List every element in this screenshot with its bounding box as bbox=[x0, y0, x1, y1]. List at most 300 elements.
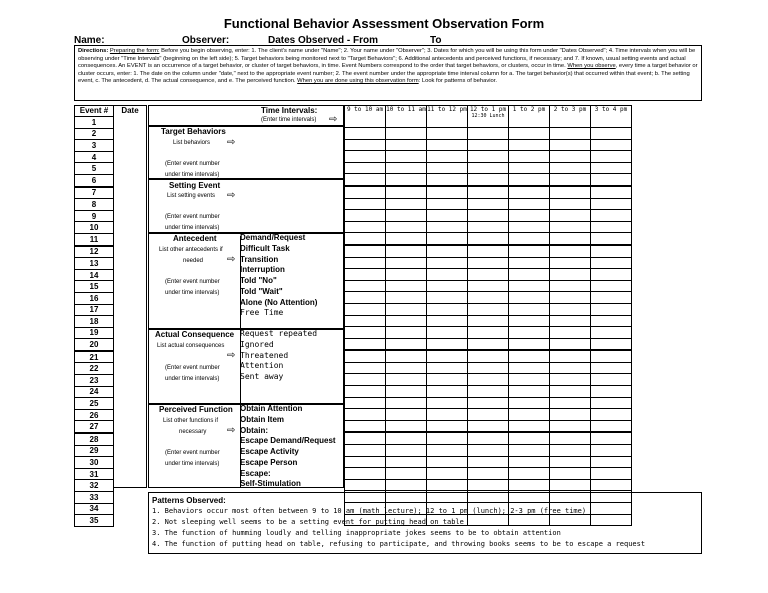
grid-cell[interactable] bbox=[386, 362, 427, 374]
function-option: Escape Activity bbox=[240, 447, 299, 456]
function-option: Obtain Item bbox=[240, 414, 285, 424]
grid-cell[interactable] bbox=[468, 362, 509, 374]
grid-cell[interactable] bbox=[386, 445, 427, 457]
grid-cell[interactable] bbox=[345, 409, 386, 421]
grid-cell[interactable] bbox=[427, 397, 468, 409]
grid-cell[interactable] bbox=[550, 374, 591, 386]
grid-cell[interactable] bbox=[345, 257, 386, 269]
target-behaviors-label: Target Behaviors bbox=[161, 127, 226, 136]
event-number-column bbox=[74, 105, 114, 527]
grid-cell[interactable] bbox=[468, 292, 509, 304]
grid-cell[interactable] bbox=[427, 139, 468, 151]
grid-cell[interactable] bbox=[468, 350, 509, 362]
grid-cell[interactable] bbox=[468, 198, 509, 210]
antecedent-option: Difficult Task bbox=[240, 243, 290, 253]
under-time-hint: under time intervals) bbox=[165, 225, 220, 231]
grid-cell[interactable] bbox=[386, 257, 427, 269]
grid-cell[interactable] bbox=[550, 186, 591, 198]
grid-cell[interactable] bbox=[550, 315, 591, 327]
grid-cell[interactable] bbox=[591, 397, 632, 409]
grid-cell[interactable] bbox=[509, 162, 550, 174]
grid-cell[interactable] bbox=[468, 174, 509, 186]
time-interval-label: 2 to 3 pm bbox=[553, 106, 587, 113]
antecedent-hint: List other antecedents if bbox=[159, 247, 223, 253]
directions-label: Directions: bbox=[78, 48, 109, 54]
grid-cell[interactable] bbox=[345, 245, 386, 257]
grid-cell[interactable] bbox=[386, 315, 427, 327]
event-number: 20 bbox=[75, 339, 114, 351]
grid-cell[interactable] bbox=[550, 386, 591, 398]
grid-cell[interactable] bbox=[591, 174, 632, 186]
grid-cell[interactable] bbox=[427, 374, 468, 386]
grid-cell[interactable] bbox=[591, 374, 632, 386]
grid-cell[interactable] bbox=[550, 210, 591, 222]
grid-cell[interactable] bbox=[509, 479, 550, 491]
under-time-hint: under time intervals) bbox=[165, 290, 220, 296]
grid-cell[interactable] bbox=[591, 198, 632, 210]
grid-cell[interactable] bbox=[386, 221, 427, 233]
enter-event-hint: (Enter event number bbox=[165, 161, 220, 167]
patterns-label: Patterns Observed: bbox=[152, 496, 226, 505]
grid-cell[interactable] bbox=[591, 269, 632, 281]
event-number: 14 bbox=[75, 269, 114, 281]
event-number: 29 bbox=[75, 445, 114, 457]
grid-cell[interactable] bbox=[427, 280, 468, 292]
grid-cell[interactable] bbox=[591, 327, 632, 339]
grid-cell[interactable] bbox=[550, 432, 591, 444]
grid-cell[interactable] bbox=[345, 221, 386, 233]
grid-cell[interactable] bbox=[345, 362, 386, 374]
grid-cell[interactable] bbox=[591, 280, 632, 292]
function-option: Escape Person bbox=[240, 457, 298, 467]
actual-consequence-label: Actual Consequence bbox=[155, 330, 235, 339]
grid-cell[interactable] bbox=[591, 362, 632, 374]
grid-cell[interactable] bbox=[591, 257, 632, 269]
grid-cell[interactable] bbox=[427, 350, 468, 362]
grid-cell[interactable] bbox=[509, 386, 550, 398]
grid-cell[interactable] bbox=[550, 233, 591, 245]
grid-cell[interactable] bbox=[509, 257, 550, 269]
grid-cell[interactable] bbox=[550, 468, 591, 480]
name-label: Name: bbox=[74, 35, 105, 46]
grid-cell[interactable] bbox=[468, 269, 509, 281]
grid-cell[interactable] bbox=[427, 420, 468, 432]
grid-cell[interactable] bbox=[345, 315, 386, 327]
grid-cell[interactable] bbox=[509, 420, 550, 432]
grid-cell[interactable] bbox=[468, 374, 509, 386]
grid-cell[interactable] bbox=[345, 151, 386, 163]
target-behaviors-hint: List behaviors bbox=[173, 140, 211, 146]
setting-event-label: Setting Event bbox=[169, 181, 221, 190]
grid-cell[interactable] bbox=[345, 269, 386, 281]
grid-cell[interactable] bbox=[509, 269, 550, 281]
grid-cell[interactable] bbox=[550, 420, 591, 432]
grid-cell[interactable] bbox=[427, 269, 468, 281]
grid-cell[interactable] bbox=[345, 432, 386, 444]
grid-cell[interactable] bbox=[386, 338, 427, 350]
time-interval-header bbox=[427, 106, 468, 128]
event-number: 33 bbox=[75, 492, 114, 504]
under-time-hint: under time intervals) bbox=[165, 376, 220, 382]
grid-cell[interactable] bbox=[345, 162, 386, 174]
grid-cell[interactable] bbox=[345, 456, 386, 468]
event-number: 13 bbox=[75, 258, 114, 270]
event-number: 18 bbox=[75, 316, 114, 328]
grid-cell[interactable] bbox=[468, 186, 509, 198]
event-number: 24 bbox=[75, 386, 114, 398]
grid-cell[interactable] bbox=[345, 386, 386, 398]
grid-cell[interactable] bbox=[386, 479, 427, 491]
pattern-line-2: 2. Not sleeping well seems to be a setting event for putting head on table bbox=[152, 518, 464, 526]
grid-cell[interactable] bbox=[386, 374, 427, 386]
grid-cell[interactable] bbox=[591, 468, 632, 480]
grid-cell[interactable] bbox=[427, 221, 468, 233]
grid-cell[interactable] bbox=[468, 397, 509, 409]
grid-cell[interactable] bbox=[427, 162, 468, 174]
grid-cell[interactable] bbox=[468, 420, 509, 432]
grid-cell[interactable] bbox=[386, 198, 427, 210]
time-interval-label: 11 to 12 pm bbox=[427, 106, 467, 113]
antecedent-option: Interruption bbox=[240, 265, 285, 275]
grid-cell[interactable] bbox=[427, 456, 468, 468]
section-line bbox=[149, 178, 343, 180]
arrow-right-icon: ⇨ bbox=[227, 190, 236, 201]
function-option: Obtain Attention bbox=[240, 404, 303, 413]
grid-cell[interactable] bbox=[427, 303, 468, 315]
event-number: 15 bbox=[75, 281, 114, 293]
grid-cell[interactable] bbox=[427, 362, 468, 374]
grid-cell[interactable] bbox=[591, 456, 632, 468]
event-number: 4 bbox=[75, 151, 114, 163]
event-number: 27 bbox=[75, 421, 114, 433]
grid-cell[interactable] bbox=[550, 257, 591, 269]
grid-cell[interactable] bbox=[591, 245, 632, 257]
grid-cell[interactable] bbox=[386, 327, 427, 339]
grid-cell[interactable] bbox=[509, 374, 550, 386]
grid-cell[interactable] bbox=[386, 186, 427, 198]
grid-cell[interactable] bbox=[386, 420, 427, 432]
grid-cell[interactable] bbox=[468, 327, 509, 339]
grid-cell[interactable] bbox=[509, 139, 550, 151]
grid-cell[interactable] bbox=[591, 221, 632, 233]
grid-cell[interactable] bbox=[427, 245, 468, 257]
grid-cell[interactable] bbox=[427, 386, 468, 398]
grid-cell[interactable] bbox=[550, 198, 591, 210]
observer-label: Observer: bbox=[182, 35, 230, 46]
grid-cell[interactable] bbox=[550, 221, 591, 233]
grid-cell[interactable] bbox=[468, 445, 509, 457]
grid-cell[interactable] bbox=[591, 432, 632, 444]
grid-cell[interactable] bbox=[509, 151, 550, 163]
grid-cell[interactable] bbox=[468, 280, 509, 292]
antecedent-option: Told "Wait" bbox=[240, 286, 283, 296]
grid-cell[interactable] bbox=[386, 432, 427, 444]
grid-cell[interactable] bbox=[468, 386, 509, 398]
grid-cell[interactable] bbox=[386, 151, 427, 163]
grid-cell[interactable] bbox=[427, 257, 468, 269]
directions-box bbox=[74, 45, 702, 101]
perceived-function-label: Perceived Function bbox=[159, 405, 233, 414]
grid-cell[interactable] bbox=[427, 468, 468, 480]
grid-cell[interactable] bbox=[468, 338, 509, 350]
grid-cell[interactable] bbox=[550, 128, 591, 140]
grid-cell[interactable] bbox=[427, 198, 468, 210]
arrow-right-icon: ⇨ bbox=[227, 425, 236, 436]
grid-cell[interactable] bbox=[427, 479, 468, 491]
grid-cell[interactable] bbox=[550, 280, 591, 292]
grid-cell[interactable] bbox=[509, 327, 550, 339]
grid-cell[interactable] bbox=[386, 280, 427, 292]
grid-cell[interactable] bbox=[386, 233, 427, 245]
grid-cell[interactable] bbox=[550, 409, 591, 421]
grid-cell[interactable] bbox=[345, 327, 386, 339]
grid-cell[interactable] bbox=[550, 245, 591, 257]
grid-cell[interactable] bbox=[550, 397, 591, 409]
grid-cell[interactable] bbox=[427, 338, 468, 350]
arrow-right-icon: ⇨ bbox=[329, 114, 338, 125]
function-hint: List other functions if bbox=[163, 418, 219, 424]
grid-cell[interactable] bbox=[345, 479, 386, 491]
grid-cell[interactable] bbox=[386, 386, 427, 398]
enter-event-hint: (Enter event number bbox=[165, 214, 220, 220]
grid-cell[interactable] bbox=[550, 362, 591, 374]
grid-cell[interactable] bbox=[427, 174, 468, 186]
grid-cell[interactable] bbox=[550, 350, 591, 362]
date-column bbox=[113, 105, 147, 488]
grid-cell[interactable] bbox=[427, 432, 468, 444]
grid-cell[interactable] bbox=[345, 374, 386, 386]
grid-cell[interactable] bbox=[427, 186, 468, 198]
grid-cell[interactable] bbox=[591, 338, 632, 350]
grid-cell[interactable] bbox=[509, 315, 550, 327]
grid-cell[interactable] bbox=[386, 303, 427, 315]
grid-cell[interactable] bbox=[468, 233, 509, 245]
grid-cell[interactable] bbox=[509, 221, 550, 233]
time-interval-label: 9 to 10 am bbox=[346, 106, 384, 113]
grid-cell[interactable] bbox=[386, 409, 427, 421]
grid-cell[interactable] bbox=[345, 174, 386, 186]
antecedent-option: Transition bbox=[240, 254, 279, 264]
grid-cell[interactable] bbox=[591, 315, 632, 327]
grid-cell[interactable] bbox=[509, 362, 550, 374]
enter-event-hint: (Enter event number bbox=[165, 279, 220, 285]
grid-cell[interactable] bbox=[468, 432, 509, 444]
grid-cell[interactable] bbox=[509, 174, 550, 186]
done-text: : Look for patterns of behavior. bbox=[418, 78, 497, 84]
grid-cell[interactable] bbox=[345, 139, 386, 151]
grid-cell[interactable] bbox=[468, 456, 509, 468]
grid-cell[interactable] bbox=[550, 479, 591, 491]
grid-cell[interactable] bbox=[591, 233, 632, 245]
grid-cell[interactable] bbox=[386, 210, 427, 222]
time-intervals-hint: (Enter time intervals) bbox=[261, 117, 317, 123]
event-header: Event # bbox=[75, 106, 114, 117]
grid-cell[interactable] bbox=[550, 151, 591, 163]
prep-text: Before you begin observing, enter: 1. The client's name under "Name"; 2. Your name under "Observer"; 3. Dates for which you will be using this form under "Dates Observed"; 4. Time intervals when you will be observing under "Time Intervals" (beginning on the left side); 5. Target behaviors being monitored next to "Target Behaviors"; 6. Additional antecedents and perceived functions, if necessary; and 7. If known, usual setting events and actual consequences. An EVENT is an occurrence of a target behavior, or cluster of target behaviors, in time. Event Numbers correspond to the order that target behaviors, or clusters, occur in time. bbox=[78, 48, 696, 69]
time-interval-header bbox=[468, 106, 509, 128]
grid-cell[interactable] bbox=[345, 292, 386, 304]
grid-cell[interactable] bbox=[591, 292, 632, 304]
grid-cell[interactable] bbox=[509, 233, 550, 245]
grid-cell[interactable] bbox=[591, 386, 632, 398]
grid-cell[interactable] bbox=[591, 210, 632, 222]
grid-cell[interactable] bbox=[427, 210, 468, 222]
grid-cell[interactable] bbox=[591, 409, 632, 421]
time-interval-label: 12 to 1 pm bbox=[469, 106, 507, 113]
grid-cell[interactable] bbox=[468, 257, 509, 269]
consequence-option: Attention bbox=[240, 361, 284, 371]
grid-cell[interactable] bbox=[427, 315, 468, 327]
grid-cell[interactable] bbox=[345, 198, 386, 210]
grid-cell[interactable] bbox=[509, 128, 550, 140]
grid-cell[interactable] bbox=[427, 409, 468, 421]
grid-cell[interactable] bbox=[468, 151, 509, 163]
grid-cell[interactable] bbox=[427, 151, 468, 163]
grid-cell[interactable] bbox=[550, 162, 591, 174]
grid-cell[interactable] bbox=[345, 186, 386, 198]
event-number: 26 bbox=[75, 409, 114, 421]
event-number: 5 bbox=[75, 163, 114, 175]
grid-cell[interactable] bbox=[509, 409, 550, 421]
form-title: Functional Behavior Assessment Observation Form bbox=[223, 16, 545, 31]
grid-cell[interactable] bbox=[427, 128, 468, 140]
grid-cell[interactable] bbox=[386, 162, 427, 174]
grid-cell[interactable] bbox=[509, 432, 550, 444]
grid-cell[interactable] bbox=[591, 479, 632, 491]
event-number: 6 bbox=[75, 174, 114, 186]
event-number: 19 bbox=[75, 327, 114, 339]
grid-cell[interactable] bbox=[468, 468, 509, 480]
grid-cell[interactable] bbox=[468, 245, 509, 257]
grid-cell[interactable] bbox=[509, 292, 550, 304]
grid-cell[interactable] bbox=[468, 210, 509, 222]
consequence-option: Request repeated bbox=[240, 329, 318, 338]
grid-cell[interactable] bbox=[591, 128, 632, 140]
grid-cell[interactable] bbox=[468, 315, 509, 327]
grid-cell[interactable] bbox=[345, 468, 386, 480]
grid-cell[interactable] bbox=[468, 303, 509, 315]
grid-cell[interactable] bbox=[345, 128, 386, 140]
grid-cell[interactable] bbox=[591, 445, 632, 457]
grid-cell[interactable] bbox=[550, 445, 591, 457]
grid-cell[interactable] bbox=[509, 303, 550, 315]
grid-cell[interactable] bbox=[386, 139, 427, 151]
grid-cell[interactable] bbox=[550, 327, 591, 339]
arrow-right-icon: ⇨ bbox=[227, 137, 236, 148]
under-time-hint: under time intervals) bbox=[165, 461, 220, 467]
grid-cell[interactable] bbox=[550, 269, 591, 281]
grid-cell[interactable] bbox=[468, 221, 509, 233]
grid-cell[interactable] bbox=[468, 162, 509, 174]
dates-label: Dates Observed - From bbox=[268, 35, 379, 46]
grid-cell[interactable] bbox=[345, 445, 386, 457]
grid-cell[interactable] bbox=[509, 468, 550, 480]
grid-cell[interactable] bbox=[509, 350, 550, 362]
grid-cell[interactable] bbox=[386, 269, 427, 281]
grid-cell[interactable] bbox=[550, 338, 591, 350]
grid-cell[interactable] bbox=[509, 445, 550, 457]
grid-cell[interactable] bbox=[468, 139, 509, 151]
grid-cell[interactable] bbox=[550, 303, 591, 315]
grid-cell[interactable] bbox=[550, 456, 591, 468]
grid-cell[interactable] bbox=[345, 233, 386, 245]
grid-cell[interactable] bbox=[345, 280, 386, 292]
consequence-hint: List actual consequences bbox=[157, 343, 225, 349]
event-number: 12 bbox=[75, 246, 114, 258]
grid-cell[interactable] bbox=[427, 233, 468, 245]
grid-cell[interactable] bbox=[550, 139, 591, 151]
grid-cell[interactable] bbox=[591, 350, 632, 362]
grid-cell[interactable] bbox=[386, 350, 427, 362]
grid-cell[interactable] bbox=[427, 292, 468, 304]
grid-cell[interactable] bbox=[386, 245, 427, 257]
event-number: 2 bbox=[75, 128, 114, 140]
grid-cell[interactable] bbox=[509, 338, 550, 350]
grid-cell[interactable] bbox=[427, 445, 468, 457]
grid-cell[interactable] bbox=[591, 303, 632, 315]
grid-cell[interactable] bbox=[591, 420, 632, 432]
event-number: 28 bbox=[75, 433, 114, 445]
grid-cell[interactable] bbox=[345, 303, 386, 315]
grid-cell[interactable] bbox=[345, 338, 386, 350]
prep-label: Preparing the form: bbox=[109, 48, 160, 54]
event-number: 30 bbox=[75, 457, 114, 469]
antecedent-hint-2: needed bbox=[183, 258, 204, 264]
grid-cell[interactable] bbox=[386, 128, 427, 140]
grid-cell[interactable] bbox=[591, 162, 632, 174]
grid-cell[interactable] bbox=[345, 420, 386, 432]
event-number: 16 bbox=[75, 292, 114, 304]
grid-cell[interactable] bbox=[386, 468, 427, 480]
grid-cell[interactable] bbox=[386, 292, 427, 304]
grid-cell[interactable] bbox=[345, 210, 386, 222]
event-number: 9 bbox=[75, 210, 114, 222]
grid-cell[interactable] bbox=[468, 479, 509, 491]
grid-cell[interactable] bbox=[509, 245, 550, 257]
grid-cell[interactable] bbox=[509, 397, 550, 409]
grid-cell[interactable] bbox=[591, 186, 632, 198]
event-number: 34 bbox=[75, 503, 114, 515]
grid-cell[interactable] bbox=[468, 128, 509, 140]
grid-cell[interactable] bbox=[509, 210, 550, 222]
grid-cell[interactable] bbox=[345, 397, 386, 409]
time-interval-header bbox=[591, 106, 632, 128]
grid-cell[interactable] bbox=[591, 139, 632, 151]
event-number: 17 bbox=[75, 304, 114, 316]
grid-cell[interactable] bbox=[427, 327, 468, 339]
grid-cell[interactable] bbox=[591, 151, 632, 163]
event-number: 32 bbox=[75, 480, 114, 492]
grid-cell[interactable] bbox=[386, 174, 427, 186]
function-option: Escape Demand/Request bbox=[240, 436, 336, 446]
event-number: 31 bbox=[75, 468, 114, 480]
to-label: To bbox=[430, 35, 442, 46]
grid-cell[interactable] bbox=[509, 198, 550, 210]
grid-cell[interactable] bbox=[509, 186, 550, 198]
event-number: 1 bbox=[75, 117, 114, 129]
grid-cell[interactable] bbox=[550, 292, 591, 304]
grid-cell[interactable] bbox=[386, 456, 427, 468]
grid-cell[interactable] bbox=[509, 456, 550, 468]
grid-cell[interactable] bbox=[345, 350, 386, 362]
grid-cell[interactable] bbox=[550, 174, 591, 186]
event-number: 10 bbox=[75, 222, 114, 234]
grid-cell[interactable] bbox=[386, 397, 427, 409]
antecedent-label: Antecedent bbox=[173, 234, 217, 243]
grid-cell[interactable] bbox=[468, 409, 509, 421]
grid-cell[interactable] bbox=[509, 280, 550, 292]
time-interval-header bbox=[509, 106, 550, 128]
